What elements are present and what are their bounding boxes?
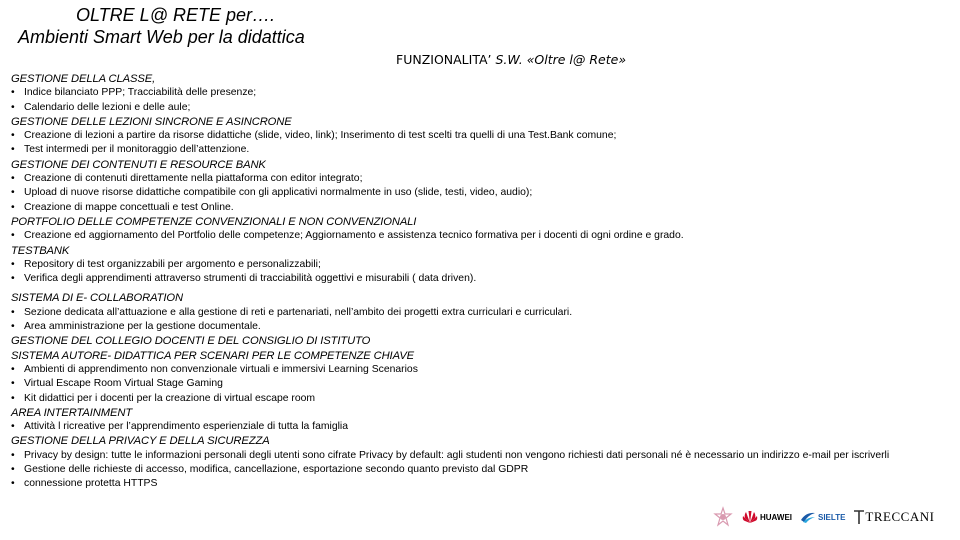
list-item-text: Privacy by design: tutte le informazioni personali degli utenti sono cifrate Privacy by default: agli studenti non vengono richiesti dati personali né è necessario un indirizzo e-mail per iscriverli <box>24 449 890 461</box>
bullet-icon: • <box>11 306 15 318</box>
bullet-icon: • <box>11 130 15 142</box>
feature-section <box>11 115 959 158</box>
subtitle-product-name: S.W. «Oltre l@ Rete» <box>495 52 627 67</box>
section-heading: TESTBANK <box>11 244 70 257</box>
treccani-t-icon <box>853 509 865 525</box>
bullet-icon: • <box>11 464 15 476</box>
treccani-wordmark: TRECCANI <box>865 509 935 524</box>
list-item-text: Repository di test organizzabili per argomento e personalizzabili; <box>24 258 321 270</box>
bullet-icon: • <box>11 173 15 185</box>
slide-title <box>0 4 400 48</box>
bullet-icon: • <box>11 478 15 490</box>
partner-logos <box>712 500 942 534</box>
list-item <box>11 172 959 186</box>
crest-icon <box>712 506 734 528</box>
slide-subtitle <box>396 52 626 67</box>
feature-section <box>11 406 959 435</box>
sielte-wordmark: SIELTE <box>818 512 846 522</box>
list-item <box>11 86 959 100</box>
sielte-logo <box>800 510 845 524</box>
treccani-logo <box>853 509 934 525</box>
list-item <box>11 463 959 477</box>
list-item <box>11 320 959 334</box>
list-item <box>11 392 959 406</box>
bullet-icon: • <box>11 321 15 333</box>
list-item <box>11 449 959 463</box>
feature-section <box>11 334 959 348</box>
list-item <box>11 201 959 215</box>
list-item <box>11 229 959 243</box>
list-item-text: Calendario delle lezioni e delle aule; <box>24 101 191 113</box>
bullet-icon: • <box>11 421 15 433</box>
title-line-1: OLTRE L@ RETE per…. <box>76 5 275 25</box>
crest-logo <box>712 506 734 528</box>
list-item-text: Kit didattici per i docenti per la creazione di virtual escape room <box>24 392 316 404</box>
title-line-2: Ambienti Smart Web per la didattica <box>18 27 305 47</box>
bullet-icon: • <box>11 201 15 213</box>
section-heading: AREA INTERTAINMENT <box>11 406 133 419</box>
list-item-text: Creazione di contenuti direttamente nella piattaforma con editor integrato; <box>24 173 363 185</box>
list-item <box>11 186 959 200</box>
bullet-icon: • <box>11 378 15 390</box>
section-heading: PORTFOLIO DELLE COMPETENZE CONVENZIONALI E NON CONVENZIONALI <box>11 215 417 228</box>
list-item <box>11 420 959 434</box>
feature-section <box>11 434 959 491</box>
list-item <box>11 272 959 286</box>
feature-section <box>11 72 959 115</box>
list-item-text: Attività l ricreative per l’apprendimento esperienziale di tutta la famiglia <box>24 421 349 433</box>
sielte-swoosh-icon <box>800 510 816 524</box>
section-heading: GESTIONE DEL COLLEGIO DOCENTI E DEL CONSIGLIO DI ISTITUTO <box>11 335 371 348</box>
bullet-icon: • <box>11 449 15 461</box>
feature-section <box>11 158 959 215</box>
section-heading: GESTIONE DELLA PRIVACY E DELLA SICUREZZA <box>11 435 270 448</box>
list-item-text: Creazione di lezioni a partire da risorse didattiche (slide, video, link); Inserimento di test scelti tra quelli di una Test.Bank comune; <box>24 130 617 142</box>
bullet-icon: • <box>11 87 15 99</box>
bullet-icon: • <box>11 392 15 404</box>
list-item-text: Virtual Escape Room Virtual Stage Gaming <box>24 378 223 390</box>
list-item <box>11 101 959 115</box>
list-item <box>11 129 959 143</box>
list-item-text: connessione protetta HTTPS <box>24 478 158 490</box>
list-item <box>11 363 959 377</box>
bullet-icon: • <box>11 101 15 113</box>
bullet-icon: • <box>11 144 15 156</box>
feature-section <box>11 215 959 244</box>
bullet-icon: • <box>11 273 15 285</box>
list-item-text: Verifica degli apprendimenti attraverso strumenti di tracciabilità oggettivi e misurabili ( data driven). <box>24 273 477 285</box>
list-item-text: Indice bilanciato PPP; Tracciabilità delle presenze; <box>24 87 257 99</box>
list-item <box>11 258 959 272</box>
list-item <box>11 306 959 320</box>
list-item-text: Area amministrazione per la gestione documentale. <box>24 321 261 333</box>
list-item-text: Upload di nuove risorse didattiche compatibile con gli applicativi normalmente in uso (slide, testi, video, audio); <box>24 187 533 199</box>
list-item <box>11 477 959 491</box>
list-item-text: Gestione delle richieste di accesso, modifica, cancellazione, esportazione secondo quanto previsto dal GDPR <box>24 464 529 476</box>
list-item <box>11 377 959 391</box>
list-item-text: Sezione dedicata all’attuazione e alla gestione di reti e partenariati, nell’ambito dei progetti extra curriculari e curriculari. <box>24 306 573 318</box>
bullet-icon: • <box>11 230 15 242</box>
feature-section <box>11 291 959 334</box>
list-item-text: Creazione ed aggiornamento del Portfolio delle competenze; Aggiornamento e assistenza tecnico formativa per i docenti di ogni ordine e grado. <box>24 230 684 242</box>
list-item-text: Creazione di mappe concettuali e test Online. <box>24 201 234 213</box>
feature-list <box>11 72 959 492</box>
section-heading: GESTIONE DELLE LEZIONI SINCRONE E ASINCRONE <box>11 115 292 128</box>
huawei-wordmark: HUAWEI <box>760 512 792 522</box>
section-heading: SISTEMA DI E- COLLABORATION <box>11 292 183 305</box>
list-item-text: Test intermedi per il monitoraggio dell’attenzione. <box>24 144 250 156</box>
huawei-flower-icon <box>742 510 758 524</box>
section-heading: GESTIONE DELLA CLASSE, <box>11 73 156 85</box>
section-heading: GESTIONE DEI CONTENUTI E RESOURCE BANK <box>11 158 266 171</box>
bullet-icon: • <box>11 258 15 270</box>
list-item-text: Ambienti di apprendimento non convenzionale virtuali e immersivi Learning Scenarios <box>24 363 418 375</box>
list-item <box>11 143 959 157</box>
feature-section <box>11 349 959 406</box>
feature-section <box>11 244 959 287</box>
bullet-icon: • <box>11 187 15 199</box>
section-heading: SISTEMA AUTORE- DIDATTICA PER SCENARI PER LE COMPETENZE CHIAVE <box>11 349 415 362</box>
huawei-logo <box>742 510 792 524</box>
bullet-icon: • <box>11 363 15 375</box>
subtitle-prefix: FUNZIONALITA’ <box>396 52 496 67</box>
